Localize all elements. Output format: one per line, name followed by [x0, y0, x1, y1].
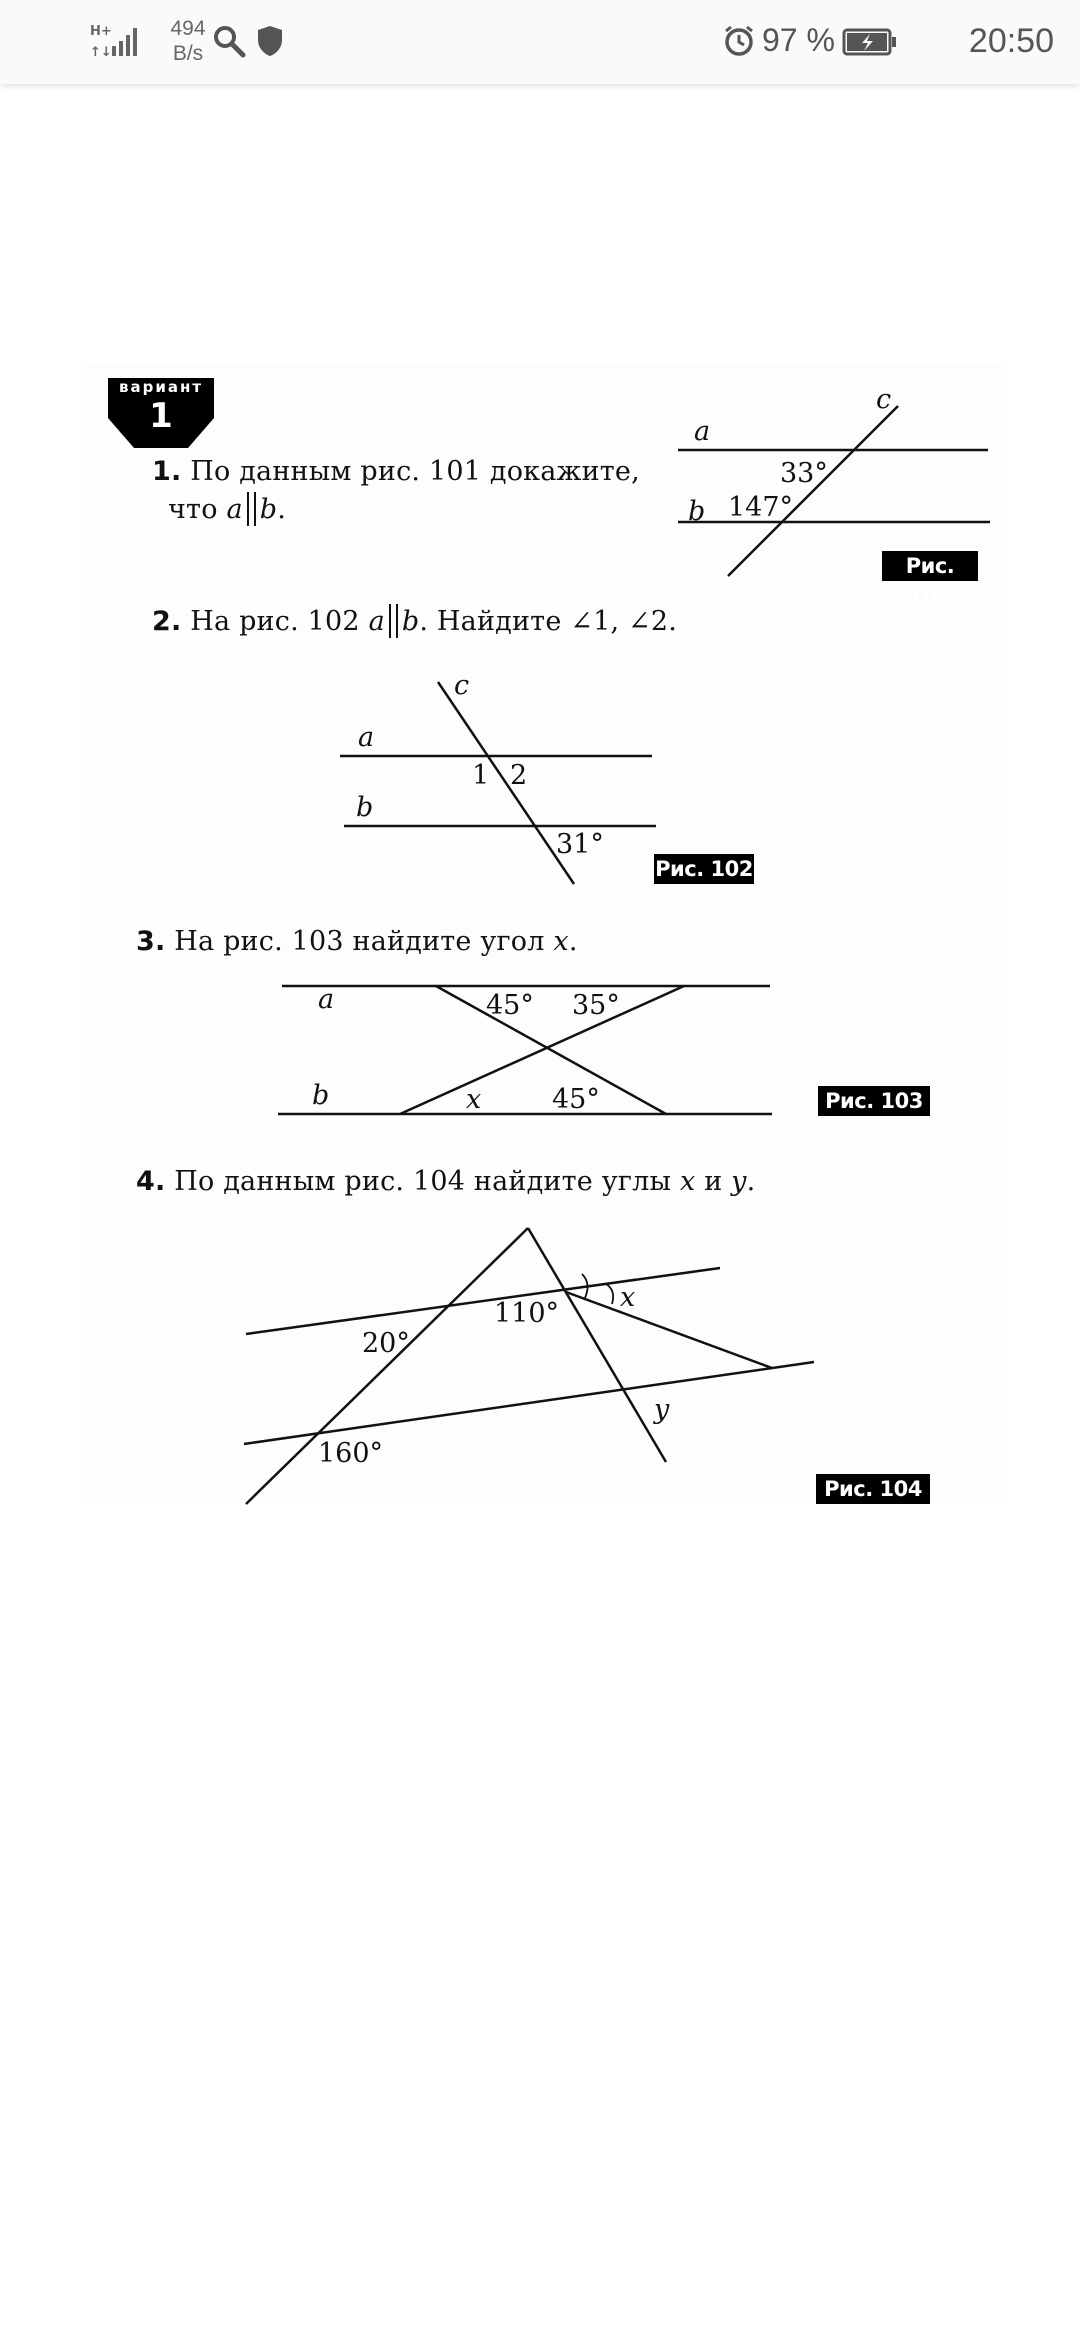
status-bar: [0, 0, 1080, 84]
variant-label: вариант: [118, 378, 204, 396]
line-c-label: c: [454, 670, 470, 701]
var-a: a: [368, 606, 385, 637]
task-text: По данным рис. 101 докажите,: [190, 456, 640, 487]
angle-45-top: 45°: [486, 990, 534, 1021]
var-b: b: [401, 606, 420, 637]
figure-103-tag: Рис. 103: [818, 1086, 930, 1116]
task-text: На рис. 102: [190, 606, 369, 637]
task-text: По данным рис. 104 найдите углы: [174, 1166, 680, 1197]
angle-147: 147°: [728, 492, 794, 523]
line-b-label: b: [356, 792, 374, 823]
figure-101-tag: Рис. 101: [882, 551, 978, 581]
task-1: [152, 456, 640, 487]
task-number: 1.: [152, 456, 182, 487]
task-tail: .: [277, 494, 287, 525]
angle-y: y: [654, 1394, 670, 1425]
parallel-sign: [247, 492, 256, 526]
task-3: [136, 926, 578, 957]
angle-x: x: [620, 1282, 636, 1313]
angle-31: 31°: [556, 829, 604, 860]
battery-percent: 97 %: [762, 22, 835, 58]
var-x: x: [553, 926, 569, 957]
task-tail: .: [746, 1166, 756, 1197]
battery-charging-icon: [842, 28, 898, 61]
search-icon: [212, 24, 246, 63]
angle-2: 2: [510, 760, 528, 791]
var-x: x: [679, 1166, 696, 1197]
clock-time: 20:50: [968, 22, 1054, 60]
alarm-icon: [722, 24, 756, 63]
figure-104-tag: Рис. 104: [816, 1474, 930, 1504]
network-rate: [158, 16, 218, 66]
angle-1: 1: [472, 760, 490, 791]
network-rate-value: 494: [170, 17, 206, 40]
task-text: и: [695, 1166, 732, 1197]
task-tail: .: [568, 926, 578, 957]
angle-20: 20°: [362, 1328, 410, 1359]
angle-x: x: [466, 1084, 482, 1115]
line-b-label: b: [688, 496, 706, 527]
line-c-label: c: [876, 384, 892, 415]
line-b-label: b: [312, 1080, 330, 1111]
task-2: [152, 604, 677, 638]
task-text: На рис. 103 найдите угол: [174, 926, 554, 957]
figure-104: [236, 1222, 826, 1512]
angle-45-bottom: 45°: [552, 1084, 600, 1115]
figure-102-tag: Рис. 102: [654, 854, 754, 884]
parallel-sign: [389, 604, 398, 638]
line-a-label: a: [358, 722, 375, 753]
network-rate-unit: B/s: [172, 42, 204, 65]
variant-number: 1: [149, 396, 173, 436]
line-a-label: a: [694, 416, 711, 447]
angle-110: 110°: [494, 1298, 560, 1329]
figure-103: [276, 976, 776, 1126]
task-4: [136, 1166, 755, 1197]
task-tail: . Найдите ∠1, ∠2.: [419, 606, 678, 637]
angle-35: 35°: [572, 990, 620, 1021]
task-text: что: [168, 494, 227, 525]
task-number: 3.: [136, 926, 166, 957]
task-1-line2: [168, 492, 286, 526]
signal-icon: [90, 22, 146, 63]
task-number: 2.: [152, 606, 182, 637]
var-y: y: [731, 1166, 747, 1197]
task-number: 4.: [136, 1166, 166, 1197]
var-a: a: [226, 494, 243, 525]
angle-160: 160°: [318, 1438, 384, 1469]
svg-text:H+: H+: [90, 24, 112, 39]
svg-text:↑↓: ↑↓: [90, 45, 112, 58]
figure-102: [330, 672, 670, 892]
line-a-label: a: [318, 984, 335, 1015]
shield-icon: [256, 24, 284, 63]
angle-33: 33°: [780, 458, 828, 489]
var-b: b: [259, 494, 278, 525]
